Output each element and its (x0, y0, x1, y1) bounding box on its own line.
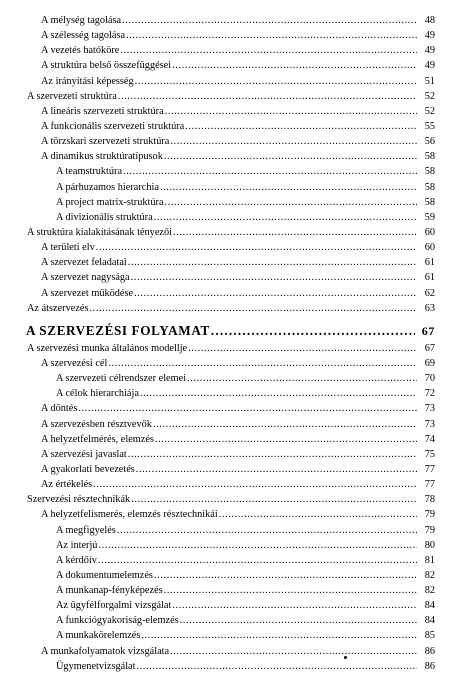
toc-entry-title: A munkakörelemzés (56, 630, 141, 642)
toc-entry-title: Az irányítási képesség (41, 75, 134, 87)
toc-entry-title: A mélység tagolása (41, 15, 122, 26)
toc-page-number: 79 (424, 509, 435, 521)
toc-dot-leader (137, 659, 418, 674)
toc-entry-title: A munkafolyamatok vizsgálata (41, 645, 170, 657)
toc-dot-leader (170, 134, 417, 149)
toc-page-number: 69 (424, 357, 435, 369)
toc-page-number: 56 (424, 136, 435, 148)
toc-entry (41, 401, 435, 416)
toc-dot-leader (93, 477, 417, 492)
toc-entry-title: Az átszervezés (27, 302, 89, 314)
toc-entry-title: A struktúra belső összefüggései (41, 60, 172, 72)
toc-page-number: 82 (424, 585, 435, 597)
toc-page-number: 78 (424, 494, 435, 506)
toc-entry (41, 58, 435, 73)
toc-page-number: 80 (424, 539, 435, 551)
toc-entry (41, 119, 435, 134)
toc-dot-leader (118, 89, 417, 104)
toc-entry-title: A szervezési munka általános modellje (27, 342, 188, 354)
toc-dot-leader (120, 43, 417, 58)
toc-dot-leader (155, 432, 417, 447)
toc-entry-title: A helyzetfelmérés, elemzés (41, 433, 154, 445)
toc-entry-title: A funkcionális szervezeti struktúra (41, 120, 185, 132)
toc-page-number: 59 (424, 211, 435, 223)
toc-page-number: 84 (424, 615, 435, 627)
toc-entry (56, 568, 435, 583)
toc-entry-title: A törzskari szervezeti struktúra (41, 136, 170, 148)
toc-dot-leader (160, 180, 417, 195)
toc-dot-leader (211, 321, 415, 341)
toc-dot-leader (219, 507, 417, 522)
toc-entry-title: A vezetés hatóköre (41, 45, 120, 57)
table-of-contents (0, 13, 457, 674)
toc-entry-title: A dinamikus struktúratípusok (41, 151, 163, 163)
toc-entry-title: A megfigyelés (56, 524, 116, 536)
toc-entry-title: A szervezési cél (41, 357, 108, 369)
toc-page-number: 85 (424, 630, 435, 642)
toc-entry (41, 462, 435, 477)
toc-entry-title: A szervezeti célrendszer elemei (56, 373, 187, 385)
toc-entry-title: Az értékelés (41, 479, 93, 491)
toc-entry (56, 583, 435, 598)
toc-entry (56, 195, 435, 210)
toc-entry-title: A szervezet feladatai (41, 257, 127, 269)
toc-dot-leader (172, 598, 417, 613)
toc-entry (41, 43, 435, 58)
toc-dot-leader (140, 386, 417, 401)
toc-entry-title: Ügymenetvizsgálat (56, 660, 136, 672)
toc-entry (56, 164, 435, 179)
toc-dot-leader (136, 462, 417, 477)
toc-dot-leader (108, 356, 417, 371)
toc-entry (27, 341, 435, 356)
toc-page-number: 58 (424, 151, 435, 163)
toc-section-heading (26, 321, 435, 341)
toc-page-number: 74 (424, 433, 435, 445)
toc-dot-leader (172, 58, 417, 73)
toc-entry-title: A döntés (41, 403, 78, 415)
toc-dot-leader (153, 417, 417, 432)
toc-page-number: 72 (424, 388, 435, 400)
toc-page-number: 86 (424, 645, 435, 657)
toc-entry (41, 477, 435, 492)
toc-entry-title: A párhuzamos hierarchia (56, 181, 159, 193)
toc-dot-leader (128, 255, 417, 270)
toc-entry (27, 301, 435, 316)
toc-dot-leader (131, 492, 417, 507)
toc-dot-leader (187, 371, 417, 386)
toc-entry (56, 613, 435, 628)
toc-page-number: 73 (424, 403, 435, 415)
toc-page-number: 63 (424, 302, 435, 314)
toc-entry-title: A dokumentumelemzés (56, 569, 153, 581)
toc-entry (41, 255, 435, 270)
toc-entry (41, 240, 435, 255)
toc-entry-title: A területi elv (41, 242, 95, 254)
toc-entry (41, 74, 435, 89)
toc-entry (56, 628, 435, 643)
toc-dot-leader (165, 195, 417, 210)
toc-dot-leader (134, 286, 417, 301)
toc-entry (56, 538, 435, 553)
toc-entry-title: Az interjú (56, 539, 98, 551)
ink-speck (344, 656, 347, 659)
toc-entry-title: A szervezet nagysága (41, 272, 130, 284)
toc-page-number: 79 (424, 524, 435, 536)
toc-page-number: 60 (424, 226, 435, 238)
toc-dot-leader (96, 240, 417, 255)
toc-entry (27, 89, 435, 104)
toc-dot-leader (98, 538, 417, 553)
toc-page-number: 52 (424, 105, 435, 117)
toc-page-number: 61 (424, 272, 435, 284)
toc-page-number: 55 (424, 120, 435, 132)
toc-page-number: 61 (424, 257, 435, 269)
toc-entry (56, 180, 435, 195)
toc-entry (41, 28, 435, 43)
toc-dot-leader (78, 401, 417, 416)
toc-entry-title: A struktúra kialakításának tényezői (27, 226, 172, 238)
toc-dot-leader (173, 225, 417, 240)
toc-dot-leader (135, 74, 417, 89)
toc-page-number: 82 (424, 569, 435, 581)
toc-dot-leader (89, 301, 417, 316)
toc-entry (41, 432, 435, 447)
toc-entry-title: A szélesség tagolása (41, 30, 126, 42)
toc-entry (41, 149, 435, 164)
toc-entry-title: Az ügyfélforgalmi vizsgálat (56, 600, 172, 612)
toc-dot-leader (185, 119, 417, 134)
toc-dot-leader (117, 523, 417, 538)
toc-page-number: 49 (424, 30, 435, 42)
toc-entry-title: A szervezésben résztvevők (41, 418, 152, 430)
toc-dot-leader (141, 628, 417, 643)
toc-dot-leader (123, 164, 417, 179)
toc-entry-title: A teamstruktúra (56, 166, 123, 178)
toc-dot-leader (170, 644, 417, 659)
toc-entry-title: A SZERVEZÉSI FOLYAMAT (26, 322, 210, 338)
toc-entry-title: A project matrix-struktúra (56, 196, 164, 208)
toc-page-number: 70 (424, 373, 435, 385)
toc-entry (41, 134, 435, 149)
toc-dot-leader (188, 341, 417, 356)
toc-page-number: 51 (424, 75, 435, 87)
toc-entry-title: A divizionális struktúra (56, 211, 153, 223)
toc-dot-leader (122, 13, 417, 28)
toc-entry-title: A célok hierarchiája (56, 388, 139, 400)
toc-page-number: 49 (424, 60, 435, 72)
toc-entry (27, 225, 435, 240)
toc-entry-title: A funkciógyakoriság-elemzés (56, 615, 179, 627)
toc-page-number: 84 (424, 600, 435, 612)
toc-page-number: 48 (424, 15, 435, 26)
toc-entry (56, 386, 435, 401)
toc-entry (56, 371, 435, 386)
toc-entry-title: A gyakorlati bevezetés (41, 463, 135, 475)
toc-page-number: 60 (424, 242, 435, 254)
toc-dot-leader (128, 447, 417, 462)
toc-entry (41, 447, 435, 462)
toc-entry (41, 507, 435, 522)
toc-dot-leader (126, 28, 417, 43)
toc-entry (56, 659, 435, 674)
toc-entry (41, 356, 435, 371)
toc-entry (41, 286, 435, 301)
toc-dot-leader (164, 149, 417, 164)
toc-page-number: 77 (424, 463, 435, 475)
toc-entry-title: A lineáris szervezeti struktúra (41, 105, 164, 117)
toc-entry (56, 210, 435, 225)
toc-page-number: 67 (424, 342, 435, 354)
toc-page-number: 62 (424, 287, 435, 299)
toc-page-number: 58 (424, 181, 435, 193)
toc-dot-leader (154, 210, 417, 225)
toc-page-number: 86 (424, 660, 435, 672)
toc-entry (41, 417, 435, 432)
toc-dot-leader (98, 553, 417, 568)
toc-entry-title: A szervezeti struktúra (27, 90, 117, 102)
toc-dot-leader (180, 613, 417, 628)
toc-entry (41, 644, 435, 659)
toc-entry-title: A munkanap-fényképezés (56, 585, 163, 597)
toc-entry (41, 270, 435, 285)
toc-entry (27, 492, 435, 507)
toc-page-number: 75 (424, 448, 435, 460)
toc-page-number: 52 (424, 90, 435, 102)
toc-entry-title: A szervezési javaslat (41, 448, 127, 460)
toc-entry-title: A szervezet működése (41, 287, 134, 299)
toc-page-number: 58 (424, 166, 435, 178)
toc-page-number: 77 (424, 479, 435, 491)
toc-entry (56, 523, 435, 538)
toc-page-number: 49 (424, 45, 435, 57)
toc-page-number: 81 (424, 554, 435, 566)
toc-entry-title: A helyzetfelismerés, elemzés résztechnikái (41, 509, 218, 521)
toc-entry (41, 104, 435, 119)
toc-entry (56, 553, 435, 568)
toc-entry (41, 13, 435, 28)
toc-dot-leader (165, 104, 417, 119)
toc-entry-title: A kérdőív (56, 554, 97, 566)
toc-entry-title: Szervezési résztechnikák (27, 494, 131, 506)
toc-dot-leader (131, 270, 417, 285)
toc-entry (56, 598, 435, 613)
toc-dot-leader (154, 568, 417, 583)
toc-dot-leader (164, 583, 417, 598)
toc-page-number: 58 (424, 196, 435, 208)
toc-page-number: 67 (421, 323, 435, 338)
toc-page-number: 73 (424, 418, 435, 430)
